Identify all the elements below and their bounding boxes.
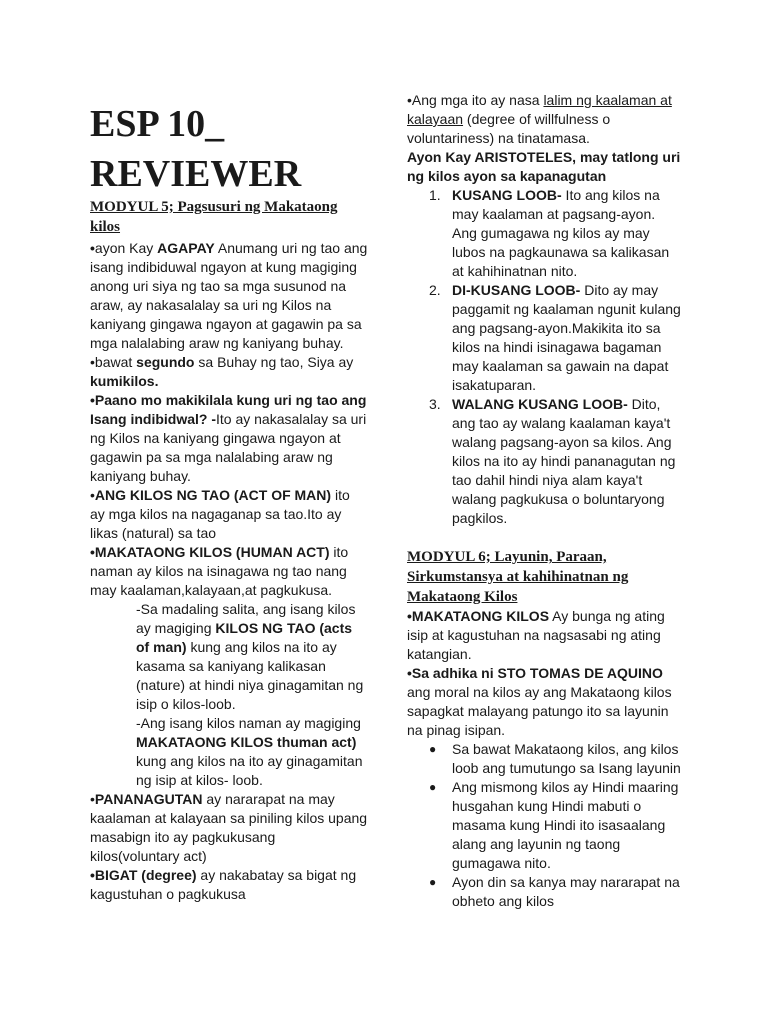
list-item: 1. KUSANG LOOB- Ito ang kilos na may kaalaman at pagsang-ayon. Ang gumagawa ng kilos ay may lubos na pagkaunawa sa kalikasan at kahihinatnan nito.	[429, 187, 670, 279]
list-item: ● Sa bawat Makataong kilos, ang kilos loob ang tumutungo sa Isang layunin	[429, 741, 681, 776]
left-column	[90, 197, 368, 904]
bigat-paragraph: •BIGAT (degree) ay nakabatay sa bigat ng kagustuhan o pagkukusa	[90, 867, 357, 902]
madaling-salita-paragraph: -Sa madaling salita, ang isang kilos ay magiging KILOS NG TAO (acts of man) kung ang kilos na ito ay kasama sa kaniyang kalikasan (nature) at hindi niya ginagamitan ng isip o kilos-loob.	[136, 601, 364, 712]
pananagutan-paragraph: •PANANAGUTAN ay nararapat na may kaalaman at kalayaan sa piniling kilos upang masabign ito ay pagkukusang kilos(voluntary act)	[90, 791, 368, 864]
segundo-paragraph: •bawat segundo sa Buhay ng tao, Siya ay kumikilos.	[90, 354, 354, 389]
paano-paragraph: •Paano mo makikilala kung uri ng tao ang Isang indibidwal? -Ito ay nakasalalay sa uri ng Kilos na kaniyang gingawa ngayon at gagawin pa sa mga nalalabing araw ng kaniyang buhay.	[90, 392, 367, 484]
makataong-kilos-note-paragraph: -Ang isang kilos naman ay magiging MAKATAONG KILOS thuman act) kung ang kilos na ito ay ginagamitan ng isip at kilos- loob.	[136, 715, 363, 788]
aristoteles-paragraph: Ayon Kay ARISTOTELES, may tatlong uri ng kilos ayon sa kapanagutan	[407, 149, 681, 184]
list-item: 3. WALANG KUSANG LOOB- Dito, ang tao ay walang kaalaman kaya't walang pagsang-ayon sa kilos. Ang kilos na ito ay hindi pananagutan ng tao dahil hindi niya alam kaya't walang pagkukusa o boluntaryong pagkilos.	[429, 396, 676, 526]
list-item: ● Ang mismong kilos ay Hindi maaring husgahan kung Hindi mabuti o masama kung Hindi ito isasaalang alang ang layunin ng taong gumagawa nito.	[429, 779, 679, 871]
right-column	[407, 91, 681, 911]
title-line-2: REVIEWER	[90, 153, 302, 195]
human-act-paragraph: •MAKATAONG KILOS (HUMAN ACT) ito naman ay kilos na isinagawa ng tao nang may kaalaman,kalayaan,at pagkukusa.	[90, 544, 349, 598]
agapay-paragraph: •ayon Kay AGAPAY Anumang uri ng tao ang isang indibiduwal ngayon at kung magiging anong uri siya ng tao sa mga susunod na araw, ay nakasalalay sa uri ng Kilos na kaniyang gingawa ngayon at gagawin pa sa mga nalalabing araw ng kaniyang buhay.	[90, 240, 368, 351]
act-of-man-paragraph: •ANG KILOS NG TAO (ACT OF MAN) ito ay mga kilos na nagaganap sa tao.Ito ay likas (natural) sa tao	[90, 487, 350, 541]
makataong-kilos-paragraph: •MAKATAONG KILOS Ay bunga ng ating isip at kagustuhan na nagsasabi ng ating katangian.	[407, 608, 665, 662]
modyul-5-heading: MODYUL 5; Pagsusuri ng Makataong kilos	[90, 199, 338, 235]
lalim-paragraph: •Ang mga ito ay nasa lalim ng kaalaman at kalayaan (degree of willfulness o voluntariness) na tinatamasa.	[407, 92, 672, 146]
list-item: ● Ayon din sa kanya may nararapat na obheto ang kilos	[429, 874, 680, 909]
aquino-points-list	[407, 740, 681, 911]
document-title	[90, 100, 368, 198]
kilos-types-list	[407, 186, 681, 528]
modyul-6-heading: MODYUL 6; Layunin, Paraan, Sirkumstansya at kahihinatnan ng Makataong Kilos	[407, 549, 629, 605]
list-item: 2. DI-KUSANG LOOB- Dito ay may paggamit ng kaalaman ngunit kulang ang pagsang-ayon.Makikita ito sa kilos na hindi isinagawa bagaman may kaalaman sa gawain na dapat isakatuparan.	[429, 282, 681, 393]
sto-tomas-paragraph: •Sa adhika ni STO TOMAS DE AQUINO ang moral na kilos ay ang Makataong kilos sapagkat malayang patungo ito sa layunin na pinag isipan.	[407, 665, 672, 738]
title-line-1: ESP 10_	[90, 103, 225, 145]
